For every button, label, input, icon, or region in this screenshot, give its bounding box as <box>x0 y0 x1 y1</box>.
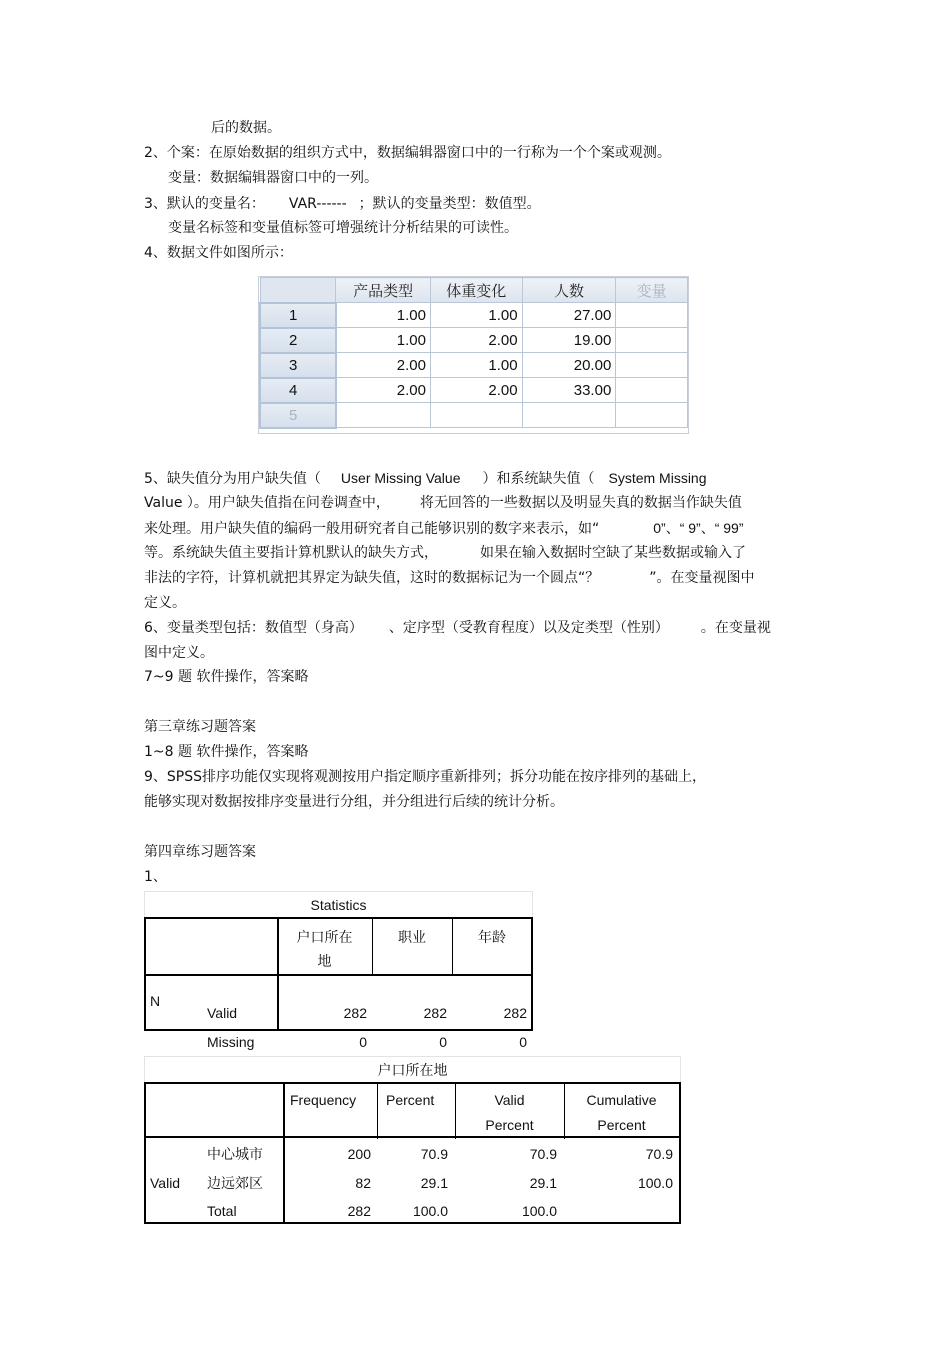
row-number[interactable]: 5 <box>260 403 336 428</box>
text-line <box>144 618 771 638</box>
statistics-table <box>144 891 533 1050</box>
column-header: Valid <box>494 1092 525 1108</box>
text-segment: 、定序型（受教育程度）以及定类型（性别） <box>388 620 669 636</box>
text-line: 后的数据。 <box>211 120 281 136</box>
text-line: 1~8 题 软件操作，答案略 <box>144 744 309 760</box>
data-cell[interactable]: 20.00 <box>522 353 616 378</box>
text-line <box>144 468 707 489</box>
data-cell[interactable]: 1.00 <box>336 328 431 353</box>
text-segment: 来处理。用户缺失值的编码一般用研究者自己能够识别的数字来表示，如“ <box>144 521 600 537</box>
column-header[interactable]: 体重变化 <box>430 278 522 303</box>
text-line <box>144 493 742 513</box>
text-segment: ”。在变量视图中 <box>649 570 755 586</box>
data-cell[interactable]: 2.00 <box>430 328 522 353</box>
text-line: 变量名标签和变量值标签可增强统计分析结果的可读性。 <box>168 220 518 236</box>
data-cell: 29.1 <box>420 1175 448 1191</box>
text-line <box>144 518 744 539</box>
data-cell[interactable] <box>522 403 616 428</box>
text-segment: ）和系统缺失值（ <box>482 471 595 487</box>
row-group-label: Valid <box>150 1175 181 1191</box>
data-cell[interactable] <box>616 353 688 378</box>
text-segment: 如果在输入数据时空缺了某些数据或输入了 <box>480 545 746 561</box>
text-line: 1、 <box>144 869 167 885</box>
data-cell[interactable] <box>430 403 522 428</box>
frequency-table <box>144 1056 681 1224</box>
text-line: 4、数据文件如图所示： <box>144 245 293 261</box>
table-title: Statistics <box>144 891 533 917</box>
data-cell[interactable]: 1.00 <box>336 303 431 328</box>
column-header[interactable]: 人数 <box>522 278 616 303</box>
text-line: 变量：数据编辑器窗口中的一列。 <box>168 170 378 186</box>
text-line: 2、个案：在原始数据的组织方式中，数据编辑器窗口中的一行称为一个个案或观测。 <box>144 145 671 161</box>
data-cell[interactable] <box>336 403 431 428</box>
text-line <box>144 194 541 214</box>
section-title: 第四章练习题答案 <box>144 844 256 860</box>
data-cell[interactable]: 27.00 <box>522 303 616 328</box>
text-line <box>144 568 755 588</box>
column-header: Cumulative <box>586 1092 657 1108</box>
data-cell: 29.1 <box>529 1175 557 1191</box>
row-label: Missing <box>207 1034 255 1050</box>
data-cell[interactable]: 19.00 <box>522 328 616 353</box>
data-cell[interactable]: 2.00 <box>336 353 431 378</box>
text-segment: 0”、“ 9”、“ 99” <box>653 520 744 536</box>
row-number[interactable]: 4 <box>260 378 336 403</box>
text-line <box>144 543 746 563</box>
text-line: 定义。 <box>144 595 186 611</box>
text-line: 图中定义。 <box>144 645 214 661</box>
text-segment: ；默认的变量类型：数值型。 <box>358 196 541 212</box>
text-line: 能够实现对数据按排序变量进行分组，并分组进行后续的统计分析。 <box>144 794 564 810</box>
text-segment: 非法的字符，计算机就把其界定为缺失值，这时的数据标记为一个圆点“？ <box>144 570 600 586</box>
data-cell[interactable] <box>616 378 688 403</box>
data-cell: 70.9 <box>529 1146 557 1162</box>
data-cell: 70.9 <box>420 1146 448 1162</box>
column-header: 年龄 <box>478 929 506 945</box>
text-segment: User Missing Value <box>340 470 461 486</box>
text-segment: 将无回答的一些数据以及明显失真的数据当作缺失值 <box>419 495 742 511</box>
column-header: 职业 <box>398 929 426 945</box>
text-line: 7~9 题 软件操作，答案略 <box>144 669 309 685</box>
data-cell[interactable]: 1.00 <box>430 353 522 378</box>
data-cell: 0 <box>519 1034 527 1050</box>
data-cell: 282 <box>503 1005 527 1021</box>
text-segment: 。在变量视 <box>700 620 771 636</box>
data-cell[interactable]: 1.00 <box>430 303 522 328</box>
text-segment: 等。系统缺失值主要指计算机默认的缺失方式， <box>144 545 438 561</box>
row-label: 中心城市 <box>207 1146 263 1162</box>
data-cell[interactable]: 2.00 <box>336 378 431 403</box>
spss-data-editor <box>258 276 689 434</box>
data-cell: 0 <box>439 1034 447 1050</box>
section-title: 第三章练习题答案 <box>144 719 256 735</box>
data-cell: 100.0 <box>637 1175 673 1191</box>
data-cell: 70.9 <box>645 1146 673 1162</box>
row-number[interactable]: 1 <box>260 303 336 328</box>
data-cell: 282 <box>423 1005 447 1021</box>
text-segment: System Missing <box>608 470 707 486</box>
header-text: 地 <box>317 953 332 969</box>
text-segment: Value ）。用户缺失值指在问卷调查中， <box>144 495 390 511</box>
data-cell[interactable] <box>616 328 688 353</box>
text-line: 9、SPSS排序功能仅实现将观测按用户指定顺序重新排列；拆分功能在按序排列的基础上， <box>144 769 707 785</box>
column-header: Percent <box>597 1117 646 1133</box>
corner-cell <box>260 278 336 303</box>
column-header <box>277 925 372 973</box>
row-group-label: N <box>150 993 161 1009</box>
column-header[interactable]: 变量 <box>616 278 688 303</box>
text-segment: 6、变量类型包括：数值型（身高） <box>144 620 363 636</box>
table-title: 户口所在地 <box>144 1056 681 1082</box>
data-cell: 100.0 <box>521 1203 557 1219</box>
data-cell[interactable]: 33.00 <box>522 378 616 403</box>
data-cell: 282 <box>347 1203 371 1219</box>
text-segment: VAR------ <box>288 196 347 212</box>
data-cell: 200 <box>347 1146 371 1162</box>
column-header[interactable]: 产品类型 <box>336 278 431 303</box>
row-label: Total <box>207 1203 237 1219</box>
data-cell[interactable] <box>616 403 688 428</box>
data-cell: 0 <box>359 1034 367 1050</box>
data-cell: 282 <box>343 1005 367 1021</box>
column-header: Frequency <box>290 1092 357 1108</box>
data-cell: 82 <box>355 1175 371 1191</box>
row-number[interactable]: 2 <box>260 328 336 353</box>
row-label: 边远郊区 <box>207 1175 263 1191</box>
text-segment: 5、缺失值分为用户缺失值（ <box>144 471 321 487</box>
data-cell[interactable]: 2.00 <box>430 378 522 403</box>
column-header: Percent <box>386 1092 435 1108</box>
header-text: 户口所在 <box>296 929 353 945</box>
data-cell[interactable] <box>616 303 688 328</box>
text-segment: 3、默认的变量名： <box>144 196 265 212</box>
data-cell: 100.0 <box>412 1203 448 1219</box>
row-label: Valid <box>207 1005 238 1021</box>
column-header: Percent <box>485 1117 534 1133</box>
row-number[interactable]: 3 <box>260 353 336 378</box>
